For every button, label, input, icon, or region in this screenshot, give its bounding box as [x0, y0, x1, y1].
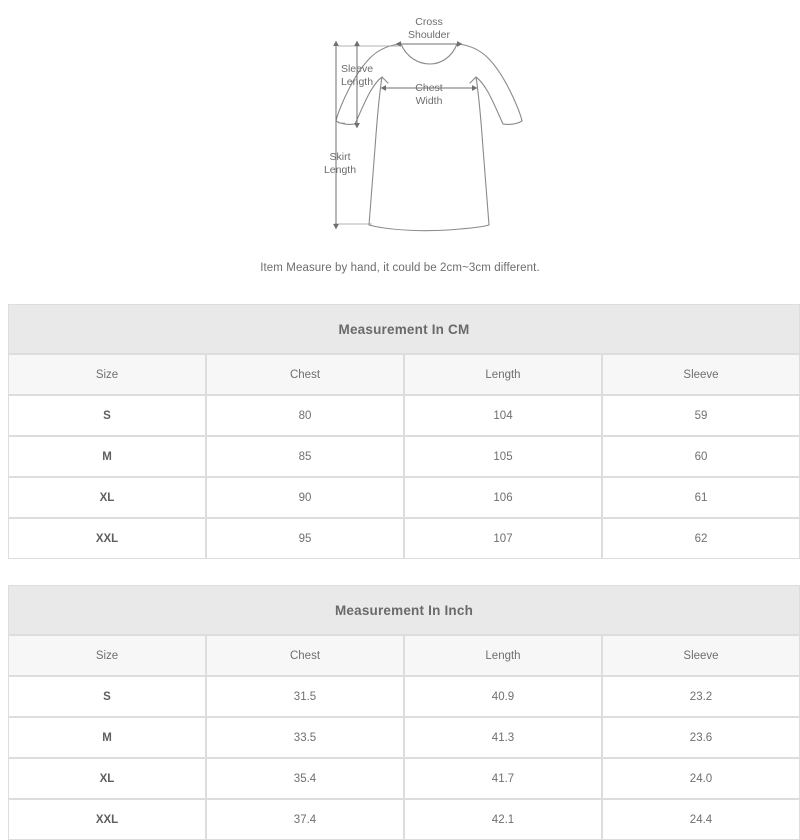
sleeve-length-label-line1: Sleeve [340, 63, 374, 75]
table-row [8, 717, 800, 758]
cm-table-title: Measurement In CM [8, 304, 800, 354]
inch-table-block [8, 585, 800, 840]
table-header-row [8, 354, 800, 395]
cm-cell-size-xl: XL [8, 477, 206, 518]
cm-table-block [8, 304, 800, 559]
inch-col-head-length: Length [404, 635, 602, 676]
cm-cell-size-xxl: XXL [8, 518, 206, 559]
cm-cell-length-xxl: 107 [404, 518, 602, 559]
inch-cell-size-xxl: XXL [8, 799, 206, 840]
inch-cell-chest-xxl: 37.4 [206, 799, 404, 840]
inch-table-title: Measurement In Inch [8, 585, 800, 635]
table-row [8, 799, 800, 840]
inch-cell-chest-m: 33.5 [206, 717, 404, 758]
cm-cell-size-s: S [8, 395, 206, 436]
cm-cell-chest-m: 85 [206, 436, 404, 477]
inch-cell-size-s: S [8, 676, 206, 717]
cm-cell-sleeve-xxl: 62 [602, 518, 800, 559]
measurement-cm-table [8, 304, 800, 559]
cm-cell-chest-s: 80 [206, 395, 404, 436]
cm-col-head-length: Length [404, 354, 602, 395]
table-row [8, 477, 800, 518]
cm-cell-sleeve-xl: 61 [602, 477, 800, 518]
inch-cell-chest-s: 31.5 [206, 676, 404, 717]
cross-shoulder-label-line2: Shoulder [407, 29, 451, 41]
inch-col-head-chest: Chest [206, 635, 404, 676]
inch-cell-sleeve-m: 23.6 [602, 717, 800, 758]
table-header-row [8, 635, 800, 676]
cross-shoulder-label-line1: Cross [415, 16, 443, 28]
table-row [8, 436, 800, 477]
inch-cell-size-xl: XL [8, 758, 206, 799]
chest-width-label-line1: Chest [415, 82, 443, 94]
cm-cell-length-m: 105 [404, 436, 602, 477]
dress-diagram-svg [0, 0, 800, 252]
inch-cell-sleeve-xl: 24.0 [602, 758, 800, 799]
sleeve-length-label-line2: Length [340, 76, 374, 88]
inch-cell-length-xl: 41.7 [404, 758, 602, 799]
spacer-above-cm-table [0, 288, 800, 304]
inch-cell-length-s: 40.9 [404, 676, 602, 717]
measure-disclaimer-caption: Item Measure by hand, it could be 2cm~3cm different. [260, 262, 540, 274]
inch-cell-size-m: M [8, 717, 206, 758]
measurement-inch-table [8, 585, 800, 840]
measurement-diagram [0, 0, 800, 252]
skirt-length-label-line2: Length [323, 164, 357, 176]
table-row [8, 758, 800, 799]
table-title-row [8, 304, 800, 354]
table-title-row [8, 585, 800, 635]
inch-cell-length-m: 41.3 [404, 717, 602, 758]
cm-col-head-sleeve: Sleeve [602, 354, 800, 395]
cm-cell-length-xl: 106 [404, 477, 602, 518]
table-row [8, 676, 800, 717]
inch-cell-sleeve-xxl: 24.4 [602, 799, 800, 840]
cm-cell-size-m: M [8, 436, 206, 477]
inch-cell-sleeve-s: 23.2 [602, 676, 800, 717]
cm-col-head-size: Size [8, 354, 206, 395]
chest-width-label-line2: Width [415, 95, 443, 107]
inch-cell-chest-xl: 35.4 [206, 758, 404, 799]
inch-col-head-sleeve: Sleeve [602, 635, 800, 676]
cm-cell-chest-xl: 90 [206, 477, 404, 518]
skirt-length-label-line1: Skirt [329, 151, 351, 163]
cm-cell-sleeve-m: 60 [602, 436, 800, 477]
cm-cell-chest-xxl: 95 [206, 518, 404, 559]
table-row [8, 395, 800, 436]
inch-cell-length-xxl: 42.1 [404, 799, 602, 840]
inch-col-head-size: Size [8, 635, 206, 676]
cm-cell-length-s: 104 [404, 395, 602, 436]
table-row [8, 518, 800, 559]
cm-cell-sleeve-s: 59 [602, 395, 800, 436]
cm-col-head-chest: Chest [206, 354, 404, 395]
spacer-between-tables [0, 559, 800, 585]
